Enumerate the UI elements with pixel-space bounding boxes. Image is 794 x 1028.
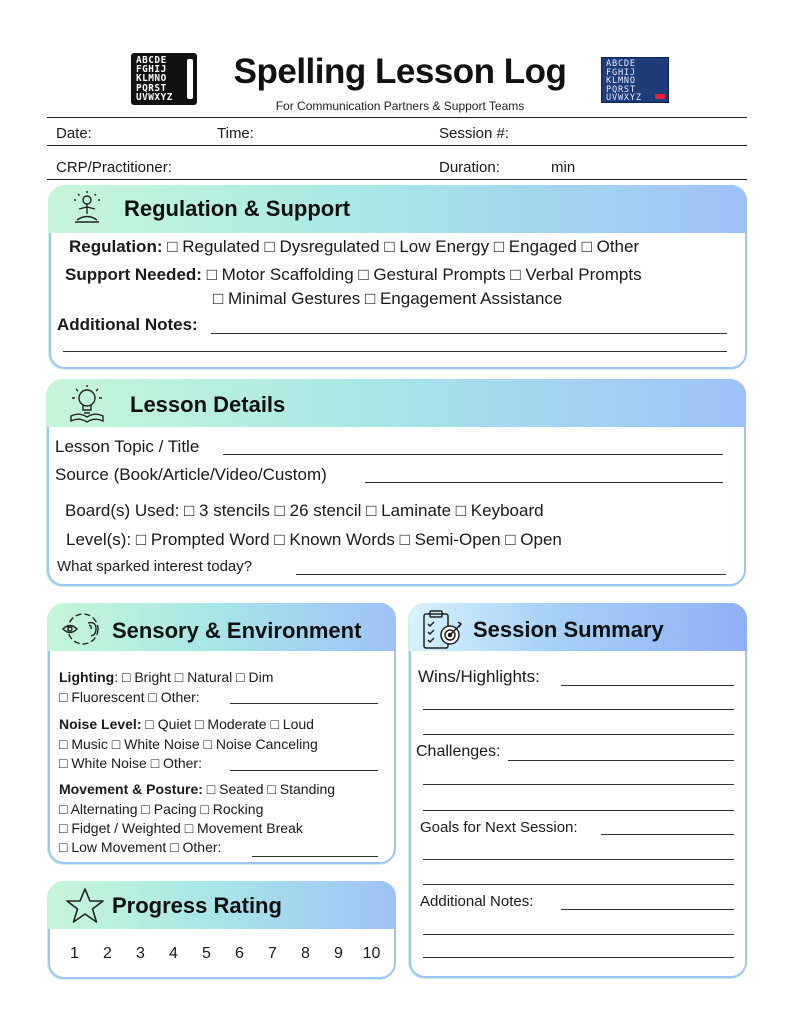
header-rule-top [47,117,747,118]
logo-left-bar [187,59,193,99]
progress-rating-card [48,881,396,979]
sensory-card-title: Sensory & Environment [112,618,362,643]
progress-card-title: Progress Rating [112,893,282,918]
header-rule-bottom [47,179,747,180]
summary-card-title: Session Summary [473,617,664,642]
movement-options-4[interactable]: □ Low Movement □ Other: [59,839,222,855]
sensory-environment-card [48,603,396,864]
rating-10[interactable]: 10 [362,945,381,962]
wins-line-3[interactable] [423,734,734,735]
logo-right-red-key [655,94,665,99]
header-rule-middle [47,145,747,146]
challenges-label: Challenges: [416,743,501,760]
movement-options-1[interactable]: □ Seated □ Standing [202,781,336,797]
regulation-notes-line-2[interactable] [63,351,727,352]
lightbulb-book-icon [67,383,107,425]
duration-label: Duration: [439,159,500,176]
min-label: min [551,159,576,176]
summary-notes-label: Additional Notes: [420,893,534,910]
levels-options[interactable]: Level(s): □ Prompted Word □ Known Words □ Semi-Open □ Open [66,530,562,549]
noise-options-3[interactable]: □ White Noise □ Other: [59,755,202,771]
regulation-notes-label: Additional Notes: [57,315,198,334]
logo-left-letters: ABCDE FGHIJ KLMNO PQRST UVWXYZ [136,55,173,103]
lighting-label: Lighting [59,669,115,685]
regulation-label: Regulation: [69,237,163,256]
meditation-icon [67,189,107,229]
star-icon [64,886,106,926]
wins-line-2[interactable] [423,709,734,710]
regulation-options[interactable]: □ Regulated □ Dysregulated □ Low Energy □ Engaged □ Other [167,237,640,256]
interest-line[interactable] [296,574,726,575]
movement-row-1 [59,781,335,797]
lesson-topic-label: Lesson Topic / Title [55,437,200,456]
goals-line-2[interactable] [423,859,734,860]
movement-label: Movement & Posture: [59,781,203,797]
lesson-card-title: Lesson Details [130,392,286,417]
boards-options[interactable]: Board(s) Used: □ 3 stencils □ 26 stencil □ Laminate □ Keyboard [65,501,544,520]
lesson-details-card [47,379,746,586]
logo-right-letters: ABCDE FGHIJ KLMNO PQRST UVWXYZ [606,59,642,104]
regulation-card-title: Regulation & Support [124,196,351,221]
challenges-line-1[interactable] [508,760,734,761]
noise-label: Noise Level: [59,716,142,732]
rating-6[interactable]: 6 [235,945,244,962]
regulation-row [69,237,639,257]
movement-other-line[interactable] [252,856,378,857]
support-options-2[interactable]: □ Minimal Gestures □ Engagement Assistance [213,289,563,308]
rating-2[interactable]: 2 [103,945,112,962]
wins-label: Wins/Highlights: [418,667,540,686]
summary-notes-line-2[interactable] [423,934,734,935]
summary-notes-line-3[interactable] [423,957,734,958]
rating-4[interactable]: 4 [169,945,178,962]
lighting-options-1[interactable]: : □ Bright □ Natural □ Dim [114,669,274,685]
abc-logo-left [131,53,197,105]
noise-options-2[interactable]: □ Music □ White Noise □ Noise Canceling [59,736,318,752]
crp-label: CRP/Practitioner: [56,159,172,176]
page-subtitle: For Communication Partners & Support Teams [275,99,525,113]
clipboard-target-icon [420,608,464,652]
lighting-other-line[interactable] [230,703,378,704]
page-title: Spelling Lesson Log [233,52,567,91]
rating-scale [58,945,388,963]
interest-label: What sparked interest today? [57,558,253,575]
rating-7[interactable]: 7 [268,945,277,962]
regulation-support-card [49,185,747,369]
noise-row-1 [59,716,314,732]
rating-3[interactable]: 3 [136,945,145,962]
challenges-line-3[interactable] [423,810,734,811]
sensory-eye-ear-icon [58,609,108,649]
support-row-1 [65,265,642,285]
rating-8[interactable]: 8 [301,945,310,962]
support-label: Support Needed: [65,265,202,284]
session-summary-card [409,603,747,978]
date-label: Date: [56,125,92,142]
time-label: Time: [217,125,254,142]
letterboard-logo-right [601,57,669,103]
movement-options-2[interactable]: □ Alternating □ Pacing □ Rocking [59,801,264,817]
goals-line-1[interactable] [601,834,734,835]
lighting-row-1 [59,669,273,685]
challenges-line-2[interactable] [423,784,734,785]
regulation-notes-line-1[interactable] [211,333,727,334]
rating-5[interactable]: 5 [202,945,211,962]
source-label: Source (Book/Article/Video/Custom) [55,465,327,484]
wins-line-1[interactable] [561,685,734,686]
rating-1[interactable]: 1 [70,945,79,962]
goals-line-3[interactable] [423,884,734,885]
lighting-options-2[interactable]: □ Fluorescent □ Other: [59,689,200,705]
noise-options-1[interactable]: □ Quiet □ Moderate □ Loud [141,716,314,732]
lesson-topic-line[interactable] [223,454,723,455]
session-label: Session #: [439,125,510,142]
summary-notes-line-1[interactable] [561,909,734,910]
goals-label: Goals for Next Session: [420,819,578,836]
movement-options-3[interactable]: □ Fidget / Weighted □ Movement Break [59,820,303,836]
rating-9[interactable]: 9 [334,945,343,962]
support-options-1[interactable]: □ Motor Scaffolding □ Gestural Prompts □ Verbal Prompts [206,265,642,284]
noise-other-line[interactable] [230,770,378,771]
source-line[interactable] [365,482,723,483]
